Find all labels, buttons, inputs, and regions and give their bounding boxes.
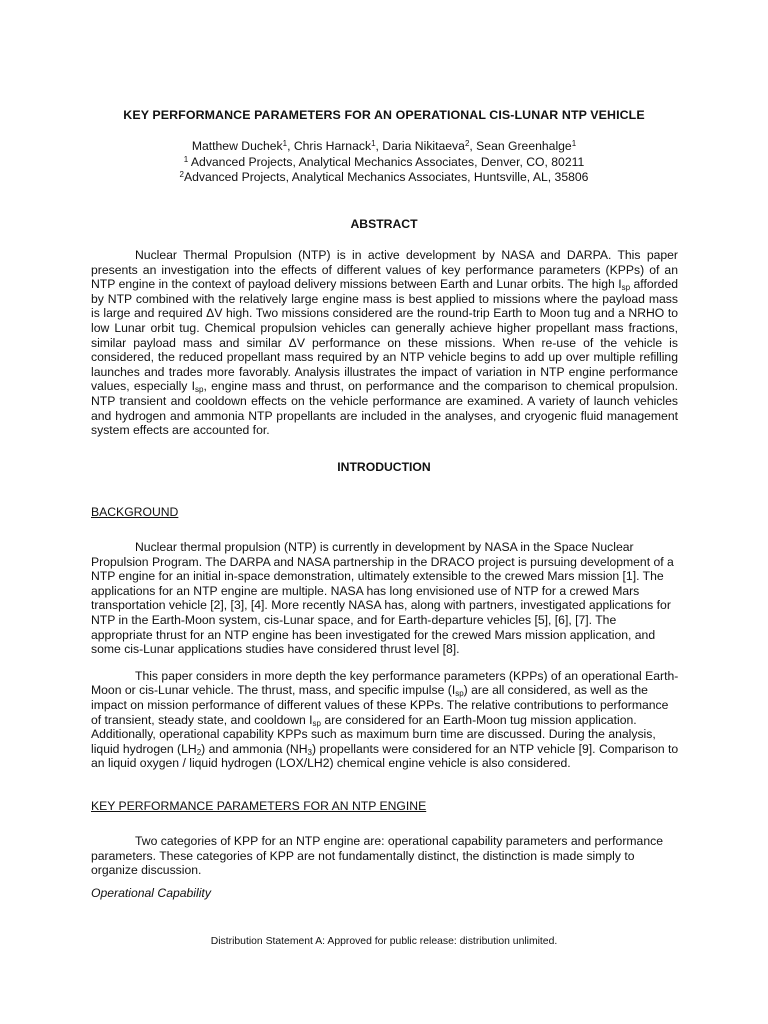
author-name: Daria Nikitaeva bbox=[382, 139, 465, 153]
kpp-heading: KEY PERFORMANCE PARAMETERS FOR AN NTP ENGINE bbox=[91, 799, 427, 813]
background-body bbox=[91, 540, 681, 771]
background-paragraph-2: This paper considers in more depth the key performance parameters (KPPs) of an operational Earth-Moon or cis-Lunar vehicle. The thrust, mass, and specific impulse $(I_{sp})$ are all considered, as well as the impact on mission performance of different values of these KPPs. The relative contributions to performance of transient, steady state, and cooldown $I_{sp}$ are considered for an Earth-Moon tug mission application. Additionally, operational capability KPPs such as maximum burn time are discussed. During the analysis, liquid hydrogen $(LH_2)$ and ammonia $(NH_3)$ propellants were considered for an NTP vehicle [9]. Comparison to an liquid oxygen / liquid hydrogen (LOX/LH2) chemical engine vehicle is also considered. bbox=[91, 668, 679, 771]
affiliation-mark: 2 bbox=[464, 139, 470, 148]
affiliation-text: Advanced Projects, Analytical Mechanics Associates, Denver, CO, 80211 bbox=[190, 154, 585, 169]
affiliation-mark: 1 bbox=[183, 154, 189, 164]
background-heading: BACKGROUND bbox=[91, 505, 179, 519]
author-name: Matthew Duchek bbox=[191, 139, 283, 153]
kpp-paragraph: Two categories of KPP for an NTP engine are: operational capability parameters and performance parameters. These categories of KPP are not fundamentally distinct, the distinction is made simply to organize discussion. bbox=[91, 834, 663, 878]
author-name: Chris Harnack bbox=[293, 139, 372, 153]
affiliation-mark: 1 bbox=[371, 139, 376, 148]
affiliation-mark: 1 bbox=[282, 139, 288, 148]
abstract-body bbox=[91, 248, 678, 438]
affiliation-line bbox=[0, 170, 768, 186]
affiliation-text: Advanced Projects, Analytical Mechanics Associates, Huntsville, AL, 35806 bbox=[184, 170, 589, 184]
introduction-heading: INTRODUCTION bbox=[337, 460, 431, 474]
author-names: Matthew Duchek$^1$, Chris Harnack$^1$, Daria Nikitaeva$^2$, Sean Greenhalge$^1$ bbox=[191, 139, 577, 153]
abstract-heading: ABSTRACT bbox=[350, 217, 418, 231]
affiliation-line bbox=[0, 155, 768, 171]
affiliation-mark: 1 bbox=[571, 139, 577, 148]
distribution-statement: Distribution Statement A: Approved for public release: distribution unlimited. bbox=[210, 936, 558, 947]
author-name: Sean Greenhalge bbox=[476, 139, 572, 153]
affiliation-mark: 2 bbox=[179, 170, 184, 179]
background-paragraph-1: Nuclear thermal propulsion (NTP) is currently in development by NASA in the Space Nuclear Propulsion Program. The DARPA and NASA partnership in the DRACO project is pursuing development of a NTP engine for an initial in-space demonstration, ultimately extensible to the crewed Mars mission [1]. The applications for an NTP engine are multiple. NASA has long envisioned use of NTP for a crewed Mars transportation vehicle [2], [3], [4]. More recently NASA has, along with partners, investigated applications for NTP in the Earth-Moon system, cis-Lunar space, and for Earth-departure vehicles [5], [6], [7]. The appropriate thrust for an NTP engine has been investigated for the crewed Mars mission application, and some cis-Lunar applications studies have considered thrust level [8]. bbox=[91, 540, 674, 657]
abstract-paragraph: Nuclear Thermal Propulsion (NTP) is in active development by NASA and DARPA. This paper presents an investigation into the effects of different values of key performance parameters (KPPs) of an NTP engine in the context of payload delivery missions between Earth and Lunar orbits. The high $I_{sp}$ afforded by NTP combined with the relatively large engine mass is best applied to missions where the payload mass is large and required ΔV high. Two missions considered are the round-trip Earth to Moon tug and a NRHO to low Lunar orbit tug. Chemical propulsion vehicles can generally achieve higher propellant mass fractions, similar payload mass and similar ΔV performance on these missions. When re-use of the vehicle is considered, the reduced propellant mass required by an NTP vehicle begins to add up over multiple refilling launches and trades more favorably. Analysis illustrates the impact of variation in NTP engine performance values, especially $I_{sp}$, engine mass and thrust, on performance and the comparison to chemical propulsion. NTP transient and cooldown effects on the vehicle performance are examined. A variety of launch vehicles and hydrogen and ammonia NTP propellants are included in the analyses, and cryogenic fluid management system effects are accounted for. bbox=[91, 248, 679, 438]
author-block bbox=[0, 139, 768, 186]
paper-title: KEY PERFORMANCE PARAMETERS FOR AN OPERATIONAL CIS-LUNAR NTP VEHICLE bbox=[123, 108, 645, 122]
kpp-body bbox=[91, 834, 681, 878]
operational-capability-heading: Operational Capability bbox=[91, 886, 211, 900]
